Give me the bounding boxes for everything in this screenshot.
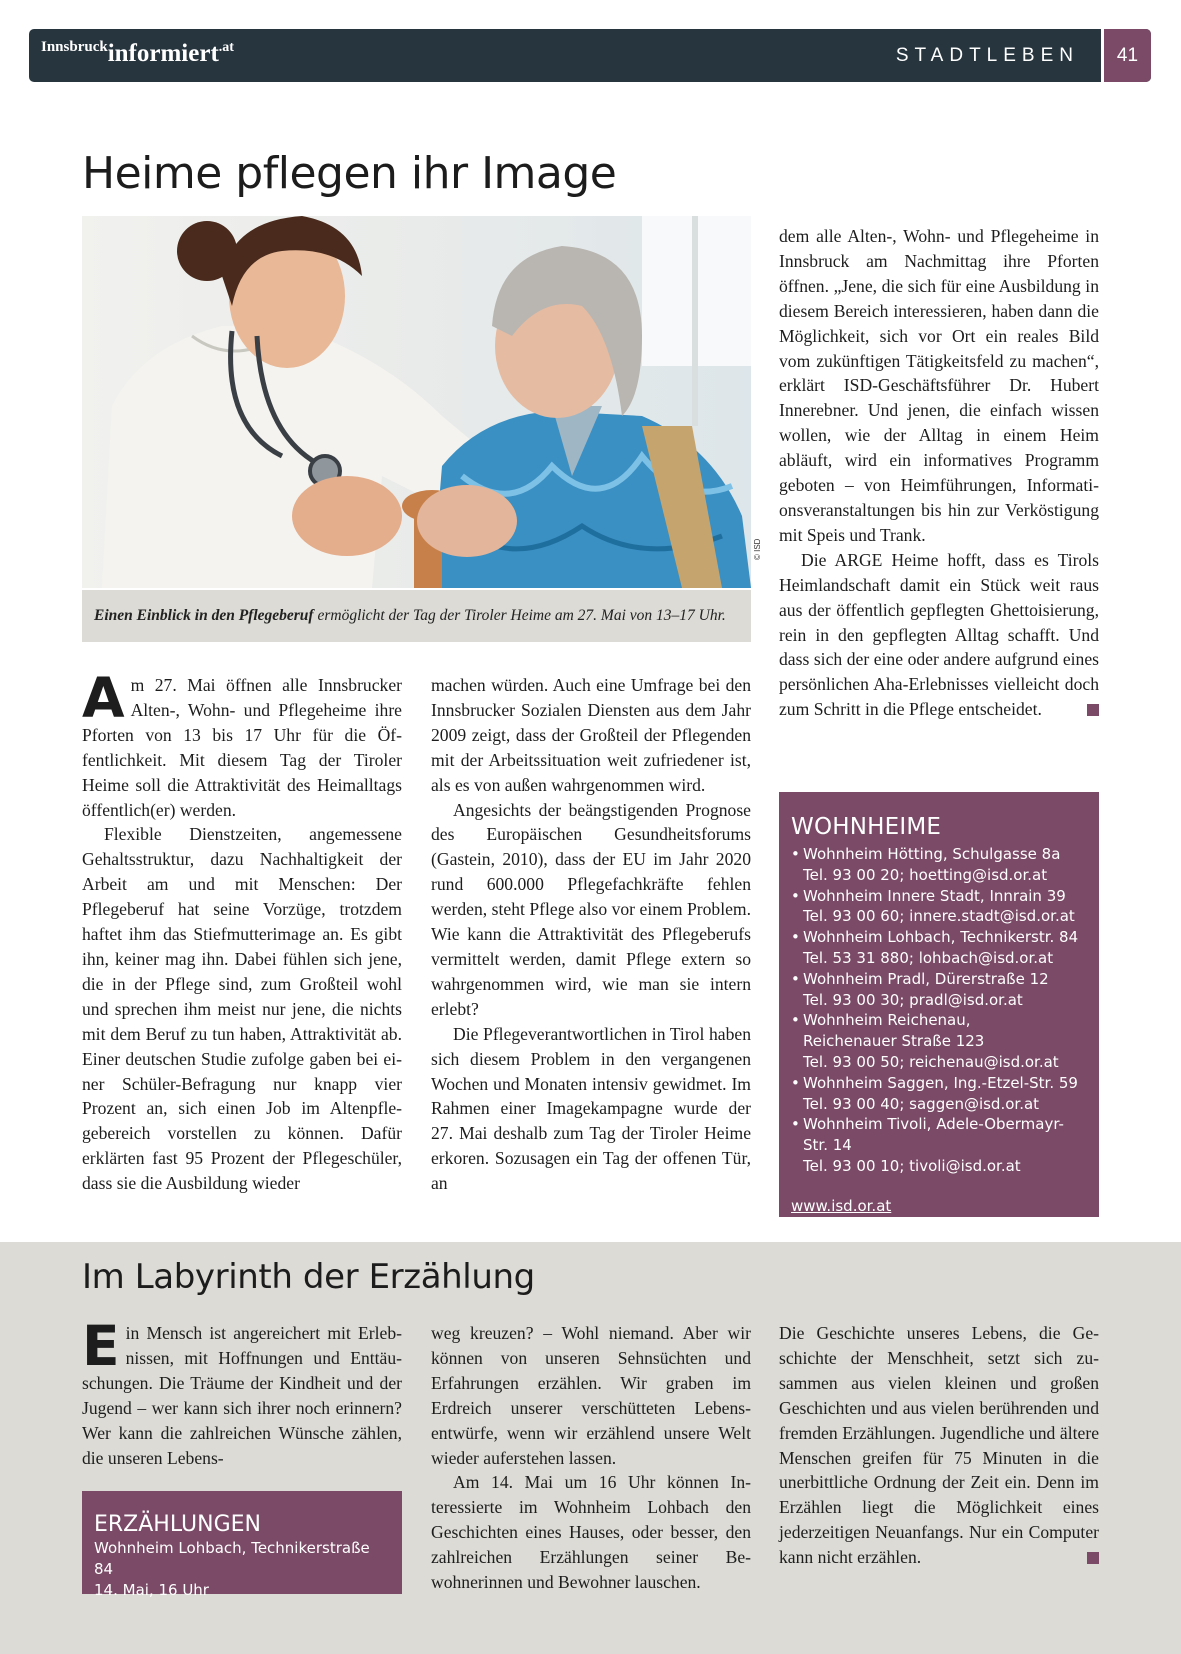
paragraph: weg kreuzen? – Wohl niemand. Aber wir können von unseren Sehnsüchten und Erfahrungen erzählen. Wir graben im Erdreich unserer verschütteten Lebensentwürfe, wenn wir erzählend unsere Welt wieder auferstehen lassen. [431, 1323, 751, 1468]
article-photo [82, 216, 751, 588]
photo-caption [82, 590, 751, 642]
article-title: Heime pflegen ihr Image [82, 148, 617, 199]
erzaehlungen-infobox [82, 1491, 402, 1599]
paragraph: Die Geschichte unseres Lebens, die Geschichte der Menschheit, setzt sich zusammen aus vielen kleinen und großen Geschichten und aus vielen berührenden und fremden Erzählungen. Jugendliche und ältere Menschen greifen für 75 Minuten in die unerbittliche Ordnung der Zeit ein. Denn im Erzählen liegt die Möglichkeit eines jederzeitigen Neuanfangs. Nur ein Computer kann nicht erzählen. [779, 1323, 1099, 1568]
second-article-column-2 [431, 1321, 751, 1595]
paragraph: Die Pflegeverantwortlichen in Tirol haben sich diesem Problem in den vergangenen Wochen und Monaten intensiv gewidmet. Im Rahmen einer Imagekampagne wurde der 27. Mai deshalb zum Tag der Tiroler Heime erkoren. Sozusagen ein Tag der offenen Tür, an [431, 1023, 751, 1194]
event-title: ERZÄHLUNGEN [94, 1512, 261, 1537]
infobox-title: WOHNHEIME [791, 814, 942, 840]
list-item: • Wohnheim Hötting, Schulgasse 8a Tel. 93 00 20; hoetting@isd.or.at [791, 844, 1087, 886]
dropcap: A [82, 666, 125, 730]
list-item: • Wohnheim Tivoli, Adele-Obermayr-Str. 14 Tel. 93 00 10; tivoli@isd.or.at [791, 1114, 1087, 1176]
wohnheime-infobox [779, 792, 1099, 1217]
brand-logo[interactable] [41, 39, 234, 68]
list-item: • Wohnheim Innere Stadt, Innrain 39 Tel. 93 00 60; innere.stadt@isd.or.at [791, 886, 1087, 928]
list-item: • Wohnheim Reichenau, Reichenauer Straße 123 Tel. 93 00 50; reichenau@isd.or.at [791, 1010, 1087, 1072]
paragraph: dem alle Alten-, Wohn- und Pflegeheime in Innsbruck am Nachmittag ihre Pforten öffnen. „Jene, die sich für eine Ausbildung in diesem Bereich interessieren, haben dann die Möglichkeit, sich vor Ort ein reales Bild vom zukünftigen Tätigkeitsfeld zu machen“, erklärt ISD-Geschäftsführer Dr. Hubert Innerebner. Und jenen, die einfach wissen wollen, wie der Alltag in einem Heim abläuft, wird ein informatives Programm geboten – von Heimführungen, Informationsveranstaltungen bis hin zur Verköstigung mit Speis und Trank. [779, 226, 1099, 545]
wohnheime-list [791, 844, 1087, 1177]
list-item: • Wohnheim Pradl, Dürerstraße 12 Tel. 93 00 30; pradl@isd.or.at [791, 969, 1087, 1011]
brand-main: informiert [107, 40, 219, 67]
dropcap: E [82, 1314, 120, 1378]
article-column-2 [431, 673, 751, 1196]
second-article-title: Im Labyrinth der Erzählung [82, 1257, 535, 1297]
list-item: • Wohnheim Saggen, Ing.-Etzel-Str. 59 Tel. 93 00 40; saggen@isd.or.at [791, 1073, 1087, 1115]
page-number: 41 [1101, 29, 1151, 82]
paragraph: Flexible Dienstzeiten, angemessene Gehaltsstruktur, dazu Nachhaltigkeit der Arbeit am und mit Menschen: Der Pflegeberuf hat seine Vorzüge, trotzdem haftet ihm das Stiefmutterimage an. Es gibt ihn, keiner mag ihn. Dabei fühlen sich jene, die in der Pflege sind, zum Großteil wohl und sprechen ihm meist nur jene, die nichts mit dem Beruf zu tun haben, Attraktivität ab. Einer deutschen Studie zufolge gaben bei einer Schüler-Befragung nur knapp vier Prozent an, sich einen Job im Altenpflegebereich vorstellen zu können. Dafür erklärten fast 95 Prozent der Pflegeschüler, dass sie die Ausbildung wieder [82, 824, 402, 1194]
paragraph: Angesichts der beängstigenden Prognose des Europäischen Gesundheitsforums (Gastein, 2010), dass der EU im Jahr 2020 rund 600.000 Pflegefachkräfte fehlen werden, steht Pflege also vor einem Problem. Wie kann die Attraktivität des Pflegeberufs vermittelt werden, damit Pflege extern so wahrgenommen wird, wie man sie intern erlebt? [431, 799, 751, 1019]
event-location: Wohnheim Lohbach, Technikerstraße 84 [94, 1539, 370, 1578]
brand-suffix: .at [218, 40, 234, 55]
caption-text: ermöglicht der Tag der Tiroler Heime am 27. Mai von 13–17 Uhr. [313, 607, 726, 624]
caption-lead: Einen Einblick in den Pflegeberuf [94, 607, 314, 624]
article-column-3 [779, 224, 1099, 722]
end-of-article-marker [1087, 704, 1099, 716]
second-article-column-3 [779, 1321, 1099, 1570]
paragraph: Am 14. Mai um 16 Uhr können Interessierte im Wohnheim Lohbach den Geschichten eines Hauses, oder besser, den zahlreichen Erzählungen seiner Bewohnerinnen und Bewohner lauschen. [431, 1472, 751, 1593]
photo-credit: © ISD [753, 538, 762, 560]
header-bar [29, 29, 1151, 82]
event-date: 14. Mai, 16 Uhr [94, 1581, 209, 1599]
article-column-1 [82, 666, 402, 1196]
paragraph: in Mensch ist angereichert mit Erlebnissen, mit Hoffnungen und Enttäuschungen. Die Träume der Kindheit und der Jugend – wer kann sich ihrer noch erinnern? Wer kann die zahlreichen Wünsche zählen, die unseren Lebens- [82, 1323, 402, 1468]
paragraph: m 27. Mai öffnen alle Innsbrucker Alten-, Wohn- und Pflegeheime ihre Pforten von 13 bis 17 Uhr für die Öffentlichkeit. Mit diesem Tag der Tiroler Heime soll die Attraktivität des Heimalltags öffentlich(er) werden. [82, 675, 402, 820]
paragraph: Die ARGE Heime hofft, dass es Tirols Heimlandschaft damit ein Stück weit raus aus der öffentlich gepflegten Ghettoisierung, rein in den gepflegten Alltag schafft. Und dass sich der eine oder andere aufgrund eines persönlichen Aha-Erlebnisses vielleicht doch zum Schritt in die Pflege entscheidet. [779, 549, 1099, 720]
section-label: STADTLEBEN [895, 45, 1079, 66]
paragraph: machen würden. Auch eine Umfrage bei den Innsbrucker Sozialen Diensten aus dem Jahr 2009 zeigt, dass der Großteil der Pflegenden mit der Arbeitssituation weit zufriedener ist, als es von außen wahrgenommen wird. [431, 675, 751, 795]
nurse-and-elderly-woman-illustration [82, 216, 751, 588]
brand-prefix: Innsbruck [41, 39, 108, 55]
isd-website-link[interactable]: www.isd.or.at [791, 1196, 892, 1215]
second-article-column-1 [82, 1314, 402, 1470]
list-item: • Wohnheim Lohbach, Technikerstr. 84 Tel. 53 31 880; lohbach@isd.or.at [791, 927, 1087, 969]
end-of-article-marker [1087, 1552, 1099, 1564]
